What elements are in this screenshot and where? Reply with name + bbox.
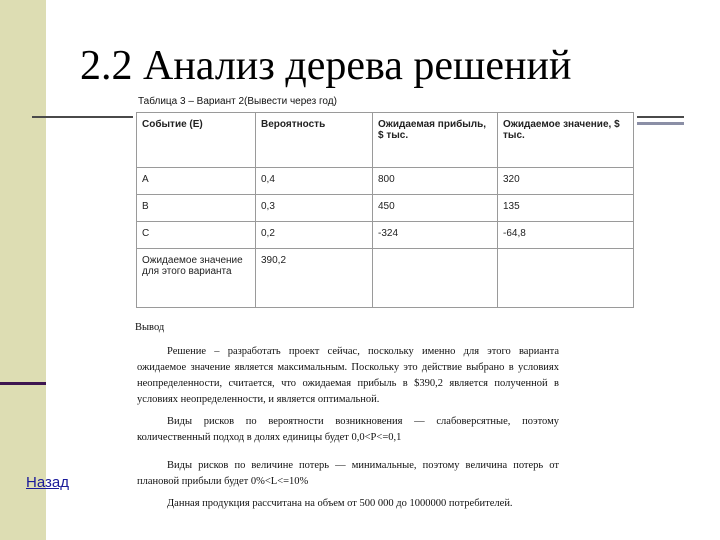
table-cell: 450: [373, 195, 498, 222]
title-underline-left: [32, 116, 138, 118]
table-row: [137, 195, 634, 222]
table-header-cell: Вероятность: [256, 113, 373, 168]
paragraph: Решение – разработать проект сейчас, поскольку именно для этого варианта ожидаемое значение является максимальным. Поскольку это действие выбрано в условиях неопределенности, считается, что ожидаемая прибыль в $390,2 является полученной в условиях неопределенности, и является оптимальной.: [137, 346, 559, 405]
table-cell: 320: [498, 168, 634, 195]
document-image: [133, 92, 637, 518]
table-cell: С: [137, 222, 256, 249]
left-decorative-band: [0, 0, 46, 540]
table-row: [137, 168, 634, 195]
table-header-row: [137, 113, 634, 168]
table-cell: А: [137, 168, 256, 195]
table-cell: В: [137, 195, 256, 222]
table-caption: Таблица 3 – Вариант 2(Вывести через год): [138, 96, 337, 107]
paragraph: Данная продукция рассчитана на объем от 500 000 до 1000000 потребителей.: [167, 498, 513, 509]
paragraph: Виды рисков по величине потерь — минимальные, поэтому величина потерь от плановой прибыли будет 0%<L<=10%: [137, 460, 559, 487]
table-cell: 0,3: [256, 195, 373, 222]
table-header-cell: Событие (Е): [137, 113, 256, 168]
title-underline-right-accent: [636, 122, 684, 125]
table-cell: 390,2: [256, 249, 373, 308]
left-accent-line: [0, 382, 46, 385]
table-row: [137, 222, 634, 249]
decision-table: [136, 112, 634, 308]
table-cell: -324: [373, 222, 498, 249]
title-underline-right: [636, 116, 684, 118]
table-cell: 135: [498, 195, 634, 222]
paragraph: Виды рисков по вероятности возникновения — слабоверсятные, поэтому количественный подход в долях единицы будет 0,0<P<=0,1: [137, 416, 559, 443]
table-header-cell: Ожидаемая прибыль, $ тыс.: [373, 113, 498, 168]
table-cell: Ожидаемое значение для этого варианта: [137, 249, 256, 308]
table-cell: 0,4: [256, 168, 373, 195]
back-link[interactable]: Назад: [26, 474, 69, 491]
table-header-cell: Ожидаемое значение, $ тыс.: [498, 113, 634, 168]
slide-title: 2.2 Анализ дерева решений: [80, 43, 572, 89]
table-row: [137, 249, 634, 308]
table-cell: [498, 249, 634, 308]
table-cell: 800: [373, 168, 498, 195]
section-title: Вывод: [135, 322, 165, 333]
table-cell: 0,2: [256, 222, 373, 249]
table-cell: -64,8: [498, 222, 634, 249]
table-cell: [373, 249, 498, 308]
